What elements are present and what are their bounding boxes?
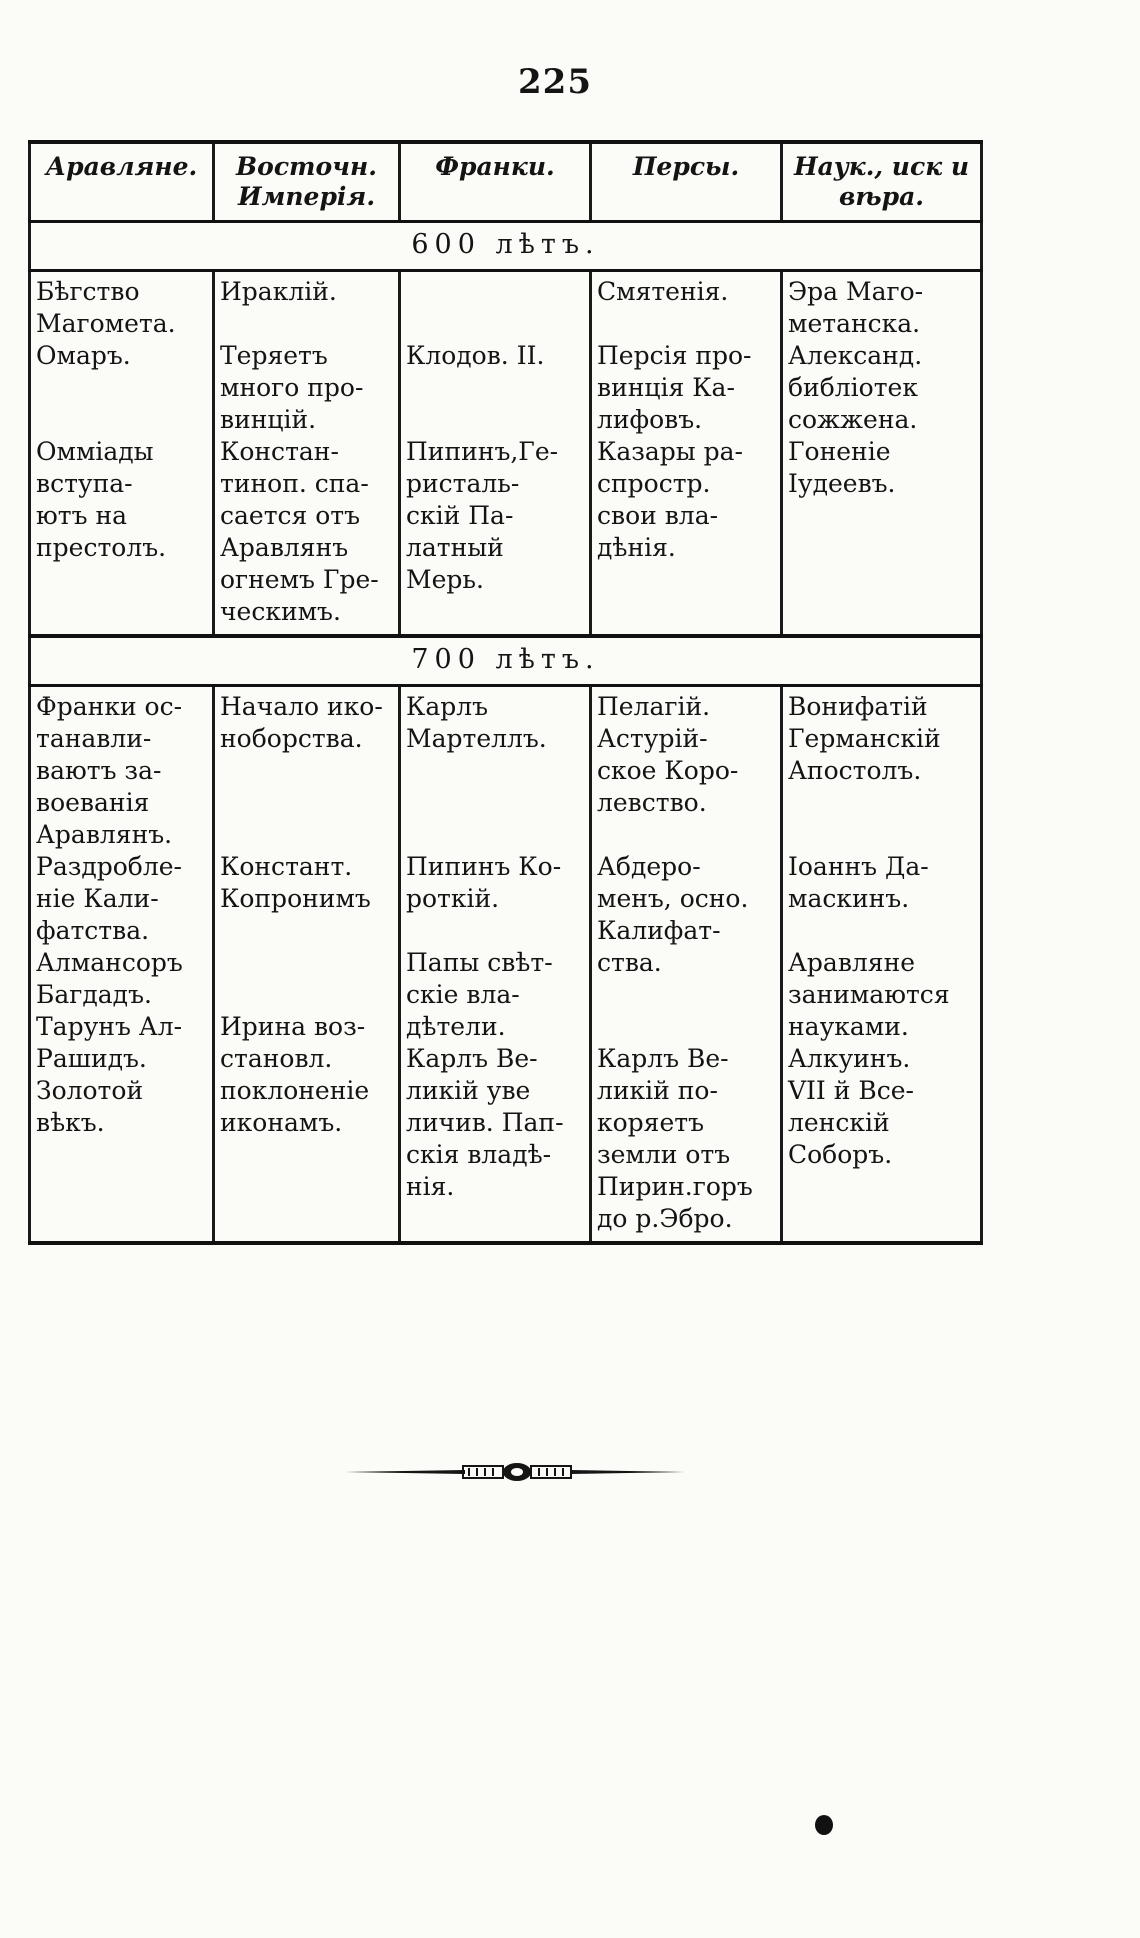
cell-line: Аравляне [788,948,916,977]
cell-line: метанска. [788,309,921,338]
cell-line: маскинъ. [788,884,910,913]
cell-gap [36,404,208,436]
cell-gap [597,1011,776,1043]
cell-line: сожжена. [788,405,918,434]
cell-gap [788,787,976,819]
cell-gap [220,947,394,979]
cell-line: становл. [220,1044,333,1073]
table-row [30,271,982,637]
ornament-divider [345,1460,685,1484]
cell-line: занимаются [788,980,950,1009]
cell-gap [406,308,585,340]
cell-gap [406,819,585,851]
cell-line: Тарунъ Ал- [36,1012,183,1041]
cell-line: Эра Маго- [788,277,924,306]
cell-line: Апостолъ. [788,756,922,785]
period-row-700 [30,636,982,686]
column-header-eastern-empire: Восточн. Имперія. [214,142,400,222]
cell-line: ства. [597,948,662,977]
table-cell [400,271,591,637]
cell-line: Гоненiе [788,437,891,466]
cell-line: винцiя Ка- [597,373,735,402]
cell-line: нiе Кали- [36,884,159,913]
column-header-arabs: Аравляне. [30,142,214,222]
cell-line: Александ. [788,341,923,370]
cell-line: Ираклiй. [220,277,337,306]
cell-line: дѣнiя. [597,533,676,562]
cell-line: Аравлянъ [220,533,349,562]
column-header-persians: Персы. [591,142,782,222]
cell-line: скiй Па- [406,501,514,530]
cell-line: Смятенiя. [597,277,729,306]
cell-line: Карлъ [406,692,489,721]
cell-line: Мартеллъ. [406,724,547,753]
cell-gap [597,979,776,1011]
cell-line: винцiй. [220,405,317,434]
cell-gap [220,915,394,947]
cell-gap [788,819,976,851]
cell-line: Начало ико- [220,692,383,721]
cell-gap [406,372,585,404]
cell-line: Персiя про- [597,341,752,370]
period-label: 600 лѣтъ. [30,222,982,271]
column-header-sciences-faith: Наук., иск и вѣра. [782,142,982,222]
cell-line: ристаль- [406,469,520,498]
cell-line: Вонифатiй [788,692,928,721]
ink-blot [815,1815,833,1835]
cell-line: вѣкъ. [36,1108,105,1137]
table-cell [30,271,214,637]
period-row-600 [30,222,982,271]
page-number: 225 [518,62,592,102]
cell-line: поклоненiе [220,1076,370,1105]
cell-gap [220,308,394,340]
cell-line: престолъ. [36,533,167,562]
column-header-franks: Франки. [400,142,591,222]
cell-line: менъ, осно. [597,884,749,913]
cell-line: Германскiй [788,724,941,753]
cell-gap [36,372,208,404]
cell-line: Золотой [36,1076,144,1105]
cell-line: Ирина воз- [220,1012,366,1041]
cell-line: коряетъ [597,1108,704,1137]
cell-gap [406,915,585,947]
cell-line: Алмансоръ [36,948,183,977]
table-row [30,686,982,1244]
cell-line: Карлъ Ве- [406,1044,538,1073]
cell-line: ноборства. [220,724,363,753]
cell-line: Багдадъ. [36,980,152,1009]
cell-line: Магомета. [36,309,176,338]
cell-line: воеванiя [36,788,150,817]
cell-line: науками. [788,1012,909,1041]
cell-line: ликiй по- [597,1076,718,1105]
cell-line: танавли- [36,724,152,753]
table-cell [591,271,782,637]
cell-line: свои вла- [597,501,719,530]
cell-line: Аравлянъ. [36,820,173,849]
cell-line: Астурiй- [597,724,708,753]
cell-gap [597,819,776,851]
cell-line: Омаръ. [36,341,131,370]
cell-line: тиноп. спа- [220,469,369,498]
table-cell [30,686,214,1244]
cell-line: Франки ос- [36,692,183,721]
cell-line: спростр. [597,469,711,498]
cell-gap [406,276,585,308]
cell-line: роткiй. [406,884,500,913]
cell-line: Соборъ. [788,1140,893,1169]
cell-line: Клодов. II. [406,341,545,370]
cell-line: Пелагiй. [597,692,711,721]
table-header-row [30,142,982,222]
cell-line: ское Коро- [597,756,739,785]
cell-line: ваютъ за- [36,756,162,785]
cell-line: Казары ра- [597,437,743,466]
cell-line: Iоаннъ Да- [788,852,929,881]
cell-line: лифовъ. [597,405,703,434]
cell-gap [597,308,776,340]
cell-gap [220,787,394,819]
cell-line: Копронимъ [220,884,371,913]
cell-line: латный [406,533,504,562]
cell-line: ликiй уве [406,1076,531,1105]
cell-line: Бѣгство [36,277,140,306]
cell-line: Теряетъ [220,341,328,370]
cell-line: скiе вла- [406,980,520,1009]
cell-line: ческимъ. [220,597,341,626]
cell-line: личив. Пап- [406,1108,564,1137]
cell-line: ютъ на [36,501,128,530]
table-cell [214,686,400,1244]
period-label: 700 лѣтъ. [30,636,982,686]
cell-gap [220,755,394,787]
cell-line: ленскiй [788,1108,890,1137]
table-cell [400,686,591,1244]
cell-line: сается отъ [220,501,361,530]
table-cell [591,686,782,1244]
cell-gap [788,915,976,947]
cell-line: Раздробле- [36,852,182,881]
cell-line: Карлъ Ве- [597,1044,729,1073]
table-cell [782,271,982,637]
cell-line: Алкуинъ. [788,1044,911,1073]
cell-line: иконамъ. [220,1108,343,1137]
cell-line: огнемъ Гре- [220,565,379,594]
cell-line: Пирин.горъ [597,1172,753,1201]
table-cell [782,686,982,1244]
cell-gap [406,404,585,436]
cell-line: до р.Эбро. [597,1204,733,1233]
cell-line: VII й Все- [788,1076,914,1105]
cell-line: Iудеевъ. [788,469,896,498]
cell-line: нiя. [406,1172,455,1201]
cell-line: Мерь. [406,565,484,594]
cell-line: дѣтели. [406,1012,506,1041]
cell-gap [220,979,394,1011]
cell-line: Пипинъ Ко- [406,852,562,881]
table-cell [214,271,400,637]
cell-line: Абдеро- [597,852,701,881]
cell-line: вступа- [36,469,133,498]
cell-line: много про- [220,373,364,402]
cell-line: земли отъ [597,1140,731,1169]
chronology-table [28,140,983,1245]
cell-line: Оммiады [36,437,154,466]
cell-line: скiя владѣ- [406,1140,552,1169]
cell-line: Калифат- [597,916,721,945]
cell-line: Пипинъ,Ге- [406,437,559,466]
cell-gap [220,819,394,851]
cell-line: библiотек [788,373,918,402]
cell-line: Констант. [220,852,353,881]
cell-line: Констан- [220,437,339,466]
cell-line: Папы свѣт- [406,948,553,977]
cell-line: фатства. [36,916,150,945]
cell-line: левство. [597,788,707,817]
cell-line: Рашидъ. [36,1044,147,1073]
cell-gap [406,755,585,787]
cell-gap [406,787,585,819]
